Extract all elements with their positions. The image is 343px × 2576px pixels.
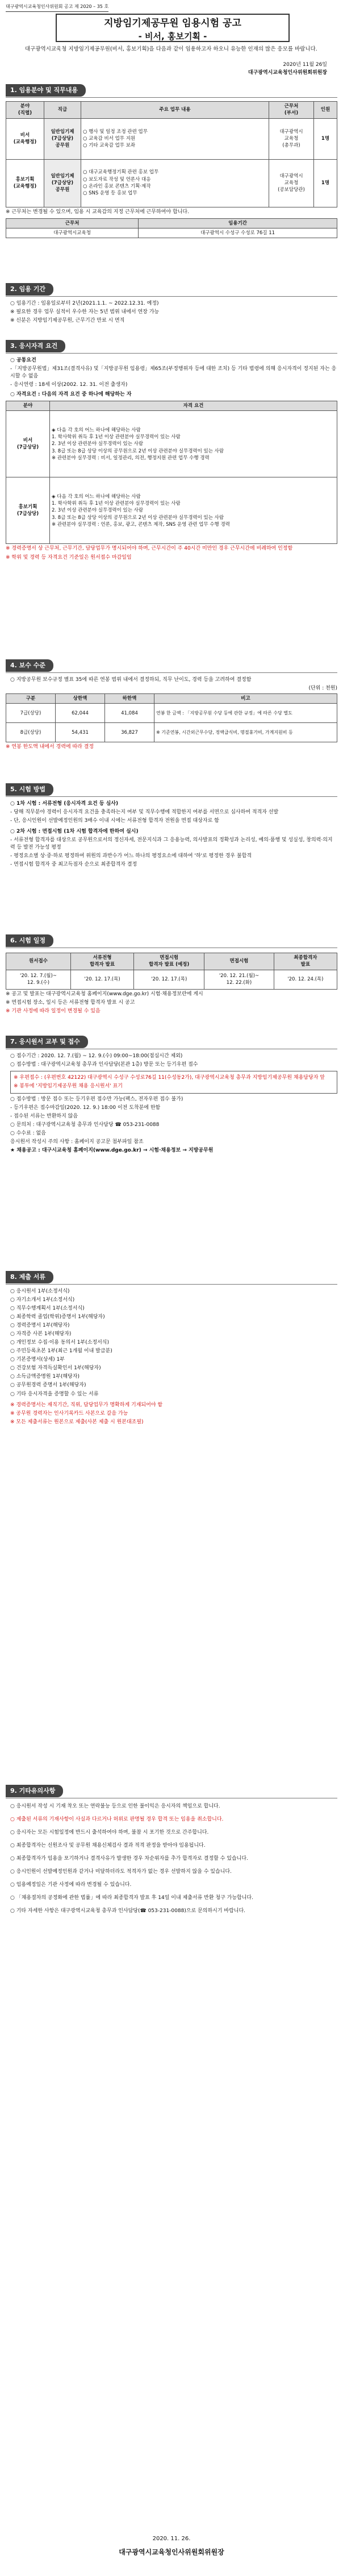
caution-item: ○ 기타 자세한 사항은 대구광역시교육청 총무과 인사담당(☎ 053-231-0088)으로 문의하시기 바랍니다.	[10, 1908, 246, 1914]
exam1-title: ○ 1차 시험 : 서류전형 (응시자격 요건 등 심사)	[10, 800, 119, 807]
col-grade: 직급	[44, 101, 81, 118]
pay-note: ※ 연봉 한도액 내에서 경력에 따라 결정	[6, 744, 94, 750]
section-8-title: 8. 제출 서류	[6, 1271, 53, 1283]
caution-item: ○ 최종합격자는 신원조사 및 공무원 채용신체검사 결과 적격 판정을 받아야 임용됩니다.	[10, 1843, 206, 1849]
schedule-note: ※ 공고 및 발표는 대구광역시교육청 홈페이지(www.dge.go.kr) 시험·채용정보란에 게시	[6, 991, 203, 997]
caution-item: ○ 최종합격자가 임용을 포기하거나 결격사유가 발생한 경우 차순위자를 추가 합격자로 결정할 수 있습니다.	[10, 1856, 248, 1862]
cell-dept: 대구광역시 교육청 (총무과)	[269, 118, 314, 159]
section-6	[6, 934, 337, 1016]
pay-unit: (단위 : 천원)	[308, 685, 337, 691]
apply-line: - 접수된 서류는 반환하지 않음	[10, 1114, 78, 1120]
cell-remark: ※ 기준연봉, 시간외근무수당, 정액급식비, 명절휴가비, 가계지원비 등	[154, 723, 337, 742]
col-workplace: 근무처	[6, 218, 139, 228]
caution-item: ○ 응시자는 모든 시험일정에 반드시 출석하여야 하며, 불참 시 포기한 것으로 간주합니다.	[10, 1830, 209, 1836]
doc-item: ○ 소득금액증명원 1부(해당자)	[10, 1374, 80, 1380]
doc-item: ○ 주민등록초본 1부(최근 1개월 이내 발급분)	[10, 1348, 112, 1355]
final-issuer: 대구광역시교육청인사위원회위원장	[119, 2548, 224, 2556]
col-interview-notice: 면접시험 합격자 발표 (예정)	[134, 953, 204, 970]
col-address: 임용기간	[139, 218, 337, 228]
table-row	[6, 118, 337, 159]
exam2-title: ○ 2차 시험 : 면접시험 (1차 시험 합격자에 한하여 실시)	[10, 829, 139, 835]
table-row	[6, 477, 337, 544]
cell-interview: '20. 12. 21.(월)~ 12. 22.(화)	[204, 970, 274, 989]
doc-item: ○ 건강보험 자격득실확인서 1부(해당자)	[10, 1365, 101, 1372]
doc-number: 대구광역시교육청인사위원회 공고 제 2020 – 35 호	[6, 3, 108, 12]
intro-text: 대구광역시교육청 지방임기제공무원(비서, 홍보기획)을 다음과 같이 임용하고자 하오니 유능한 인재의 많은 응모를 바랍니다.	[25, 46, 317, 52]
cell-requirement: ◈ 다음 각 호의 어느 하나에 해당하는 사람 1. 학사학위 취득 후 1년 이상 관련분야 실무경력이 있는 사람 2. 3년 이상 관련분야 실무경력이 있는 사람 3. 8급 또는 8급 상당 이상의 공무원으로 2년 이상 관련분야 실무경력이 있는 사람 ※ 관련분야 실무경력 : 비서, 일정관리, 의전, 행정지원 관련 업무 수행 경력	[50, 411, 337, 477]
common-req-line: - 응시연령 : 18세 이상(2002. 12. 31. 이전 출생자)	[10, 382, 128, 388]
doc-item: ○ 직무수행계획서 1부(소정서식)	[10, 1306, 85, 1312]
caution-item: ○ 임용예정일은 기관 사정에 따라 변경될 수 있습니다.	[10, 1882, 132, 1888]
term-line: ○ 임용기간 : 임용일로부터 2년(2021.1.1. ~ 2022.12.31. 예정)	[10, 300, 159, 306]
cell-requirement: ◈ 다음 각 호의 어느 하나에 해당하는 사람 1. 학사학위 취득 후 1년 이상 관련분야 실무경력이 있는 사람 2. 3년 이상 관련분야 실무경력이 있는 사람 3. 8급 또는 8급 상당 이상의 공무원으로 2년 이상 관련분야 실무경력이 있는 사람 ※ 관련분야 실무경력 : 언론, 홍보, 광고, 콘텐츠 제작, SNS 운영 관련 업무 수행 경력	[50, 477, 337, 544]
exam1-line: - 당해 직무분야 경력이 응시자격 요건을 충족하는지 여부 및 직무수행에 적합한지 여부를 서면으로 심사하여 적격자 선발	[10, 809, 279, 815]
doc-item: ○ 공무원경력 증명서 1부(해당자)	[10, 1382, 86, 1389]
doc-item: ○ 최종학력 졸업(학위)증명서 1부(해당자)	[10, 1314, 105, 1320]
cell-address: 대구광역시 수성구 수성로 76길 11	[139, 228, 337, 238]
cell-workplace: 대구광역시교육청	[6, 228, 139, 238]
contact-line: ○ 문의처 : 대구광역시교육청 총무과 인사담당 ☎ 053-231-0088	[10, 1122, 160, 1128]
col-lower: 하한액	[105, 694, 154, 704]
col-duties: 주요 업무 내용	[81, 101, 269, 118]
term-note: ※ 신분은 지방임기제공무원, 근무기간 만료 시 면직	[10, 318, 125, 324]
schedule-table	[6, 953, 337, 990]
section-4-title: 4. 보수 수준	[6, 659, 53, 672]
col-count: 인원	[314, 101, 337, 118]
doc-item: ○ 자기소개서 1부(소정서식)	[10, 1297, 75, 1303]
cell-final: '20. 12. 24.(목)	[274, 970, 337, 989]
pay-table	[6, 693, 337, 742]
cell-upper: 54,431	[56, 723, 105, 742]
section-9	[6, 1785, 337, 1921]
caution-item: ○ 「채용절차의 공정화에 관한 법률」에 따라 최종합격자 발표 후 14일 이내 제출서류 반환 청구 가능합니다.	[10, 1895, 253, 1901]
table-row	[6, 970, 337, 989]
section-3-title: 3. 응시자격 요건	[6, 340, 65, 352]
section-1-title: 1. 임용분야 및 직무내용	[6, 84, 86, 97]
title-line2: - 비서, 홍보기획 -	[138, 31, 207, 41]
cell-field: 비서 (7급상당)	[6, 411, 50, 477]
col-upper: 상한액	[56, 694, 105, 704]
workplace-table	[6, 218, 337, 239]
cell-apply: '20. 12. 7.(월)~ 12. 9.(수)	[6, 970, 71, 989]
apply-line: ○ 접수방법 : 대구광역시교육청 총무과 인사담당(본관 1층) 방문 또는 등기우편 접수	[10, 1061, 198, 1067]
cell-field: 비서 (교육행정)	[6, 118, 44, 159]
table-row	[6, 411, 337, 477]
mail-address: ※ 우편접수 : (우편번호 42122) 대구광역시 수성구 수성로76길 11(수성동2가), 대구광역시교육청 총무과 지방임기제공무원 채용담당자 앞	[14, 1075, 325, 1081]
common-req-title: ○ 공통요건	[10, 357, 36, 363]
cell-doc-result: '20. 12. 17.(목)	[70, 970, 133, 989]
section-4	[6, 659, 337, 752]
cell-class: 8급(상당)	[6, 723, 56, 742]
caution-item: ○ 응시인원이 선발예정인원과 같거나 미달하더라도 적격자가 없는 경우 선발하지 않을 수 있습니다.	[10, 1869, 232, 1875]
cell-grade: 일반임기제 (7급상당) 공무원	[44, 159, 81, 207]
col-apply: 원서접수	[6, 953, 71, 970]
caution-item: ○ 응시원서 작성 시 기재 착오 또는 연락불능 등으로 인한 불이익은 응시자의 책임으로 합니다.	[10, 1803, 220, 1809]
doc-note: ※ 모든 제출서류는 원본으로 제출(사본 제출 시 원본대조필)	[10, 1419, 144, 1425]
apply-line: - 등기우편은 접수마감일(2020. 12. 9.) 18:00 이전 도착분에 한함	[10, 1105, 161, 1111]
section-5	[6, 783, 337, 870]
term-note: ※ 필요한 경우 업무 실적이 우수한 자는 5년 범위 내에서 연장 가능	[10, 309, 160, 315]
col-field: 분야	[6, 401, 50, 411]
section-7	[6, 1036, 337, 1156]
requirements-table	[6, 401, 337, 544]
cell-class: 7급(상당)	[6, 704, 56, 723]
doc-item: ○ 기본증명서(상세) 1부	[10, 1357, 65, 1363]
specific-req-title: ○ 자격요건 : 다음의 자격 요건 중 하나에 해당하는 자	[10, 392, 132, 398]
exam2-line: - 서류전형 합격자를 대상으로 공무원으로서의 정신자세, 전문지식과 그 응용능력, 의사발표의 정확성과 논리성, 예의·품행 및 성실성, 창의력·의지력 등 발전 가능성 평정	[10, 837, 333, 851]
announce-issuer: 대구광역시교육청인사위원회위원장	[248, 70, 327, 76]
caution-item: ○ 제출된 서류의 기재사항이 사실과 다르거나 허위로 판명될 경우 합격 또는 임용을 취소합니다.	[10, 1816, 224, 1822]
section-7-title: 7. 응시원서 교부 및 접수	[6, 1036, 88, 1048]
cell-upper: 62,044	[56, 704, 105, 723]
positions-table	[6, 101, 337, 207]
cell-field: 홍보기획 (교육행정)	[6, 159, 44, 207]
cell-lower: 41,084	[105, 704, 154, 723]
exam2-line: - 면접시험 합격자 중 최고득점자 순으로 최종합격자 결정	[10, 862, 137, 868]
section-3	[6, 340, 337, 563]
doc-item: ○ 응시원서 1부(소정서식)	[10, 1288, 70, 1294]
doc-item: ○ 자격증 사본 1부(해당자)	[10, 1331, 72, 1337]
section-9-title: 9. 기타유의사항	[6, 1785, 63, 1797]
exam2-line: - 평정요소별 상·중·하로 평정하여 위원의 과반수가 어느 하나의 평정요소에 대하여 '하'로 평정한 경우 불합격	[10, 853, 252, 859]
cell-duties: ○ 행사 및 일정 조정 관련 업무 ○ 교육감 비서 업무 지원 ○ 기타 교육감 업무 보좌	[81, 118, 269, 159]
exam1-line: - 단, 응시인원이 선발예정인원의 3배수 이내 시에는 서류전형 합격자 전원을 면접 대상자로 함	[10, 818, 219, 824]
doc-item: ○ 기타 응시자격을 증명할 수 있는 서류	[10, 1391, 99, 1397]
table-row	[6, 159, 337, 207]
section-1	[6, 84, 337, 238]
title-line1: 지방임기제공무원 임용시험 공고	[104, 18, 241, 29]
schedule-note: ※ 기관 사정에 따라 일정이 변경될 수 있음	[6, 1008, 101, 1014]
common-req-line: -「지방공무원법」제31조(결격사유) 및「지방공무원 임용령」제65조(부정행위자 등에 대한 조치) 등 기타 법령에 의해 응시자격이 정지된 자는 응시할 수 없음	[10, 365, 337, 380]
req-note: ※ 학위 및 경력 등 자격요건 기준일은 원서접수 마감일임	[6, 554, 132, 560]
cell-field: 홍보기획 (7급상당)	[6, 477, 50, 544]
col-doc-result: 서류전형 합격자 발표	[70, 953, 133, 970]
doc-note: ※ 경력증명서는 재직기간, 직위, 담당업무가 명확하게 기재되어야 함	[10, 1402, 163, 1408]
col-final: 최종합격자 발표	[274, 953, 337, 970]
ref-link[interactable]: ★ 채용공고 : 대구시교육청 홈페이지(www.dge.go.kr) → 시험·채용정보 → 지방공무원	[10, 1148, 214, 1154]
cell-interview-notice: '20. 12. 17.(목)	[134, 970, 204, 989]
col-requirement: 자격 요건	[50, 401, 337, 411]
apply-line: ○ 접수방법 : 방문 접수 또는 등기우편 접수만 가능(팩스, 전자우편 접수 불가)	[10, 1096, 183, 1103]
page-info: 응시원서 작성시 주의 사항 : 홈페이지 공고문 첨부파일 참조	[10, 1139, 144, 1145]
col-remark: 비고	[154, 694, 337, 704]
section-8	[6, 1271, 337, 1427]
col-interview: 면접시험	[204, 953, 274, 970]
table-row	[6, 723, 337, 742]
section-5-title: 5. 시험 방법	[6, 783, 53, 796]
col-class: 구분	[6, 694, 56, 704]
cell-lower: 36,827	[105, 723, 154, 742]
cell-grade: 일반임기제 (7급상당) 공무원	[44, 118, 81, 159]
col-field: 분야 (직렬)	[6, 101, 44, 118]
pay-intro: ○ 지방공무원 보수규정 별표 35에 따른 연봉 범위 내에서 결정하되, 직무 난이도, 경력 등을 고려하여 결정함	[10, 676, 252, 683]
table-row	[6, 228, 337, 238]
schedule-note: ※ 면접시험 장소, 일시 등은 서류전형 합격자 발표 시 공고	[6, 999, 135, 1006]
fee-line: ○ 수수료 : 없음	[10, 1131, 46, 1137]
req-note: ※ 경력증명서 상 근무처, 근무기간, 담당업무가 명시되어야 하며, 근무시간이 주 40시간 미만인 경우 근무시간에 비례하여 인정함	[6, 546, 293, 552]
doc-note: ※ 공무원 경력자는 인사기록카드 사본으로 갈음 가능	[10, 1410, 128, 1416]
section-6-title: 6. 시험 일정	[6, 934, 53, 947]
doc-item: ○ 경력증명서 1부(해당자)	[10, 1323, 70, 1329]
final-date: 2020. 11. 26.	[152, 2536, 191, 2542]
announce-date: 2020년 11월 26일	[283, 62, 327, 68]
section-1-note: ※ 근무처는 변경될 수 있으며, 임용 시 교육감의 지정 근무처에 근무하여야 합니다.	[6, 209, 189, 215]
cell-count: 1명	[314, 159, 337, 207]
cell-dept: 대구광역시 교육청 (공보담당관)	[269, 159, 314, 207]
section-2-title: 2. 임용 기간	[6, 283, 53, 296]
doc-item: ○ 개인정보 수집·이용 동의서 1부(소정서식)	[10, 1340, 110, 1346]
cell-duties: ○ 대구교육행정기획 관련 홍보 업무 ○ 보도자료 작성 및 언론사 대응 ○ 온라인 홍보 콘텐츠 기획·제작 ○ SNS 운영 등 홍보 업무	[81, 159, 269, 207]
cell-count: 1명	[314, 118, 337, 159]
section-2	[6, 283, 337, 326]
col-dept: 근무처 (부서)	[269, 101, 314, 118]
title-box	[56, 14, 290, 42]
mail-envelope-note: ※ 봉투에 '지방임기제공무원 채용 응시원서' 표기	[14, 1083, 123, 1090]
table-row	[6, 704, 337, 723]
apply-line: ○ 접수기간 : 2020. 12. 7.(월) ~ 12. 9.(수) 09:00~18:00(점심시간 제외)	[10, 1053, 183, 1059]
cell-remark: 연봉 한 금액 : 「지방공무원 수당 등에 관한 규정」에 따른 수당 별도	[154, 704, 337, 723]
